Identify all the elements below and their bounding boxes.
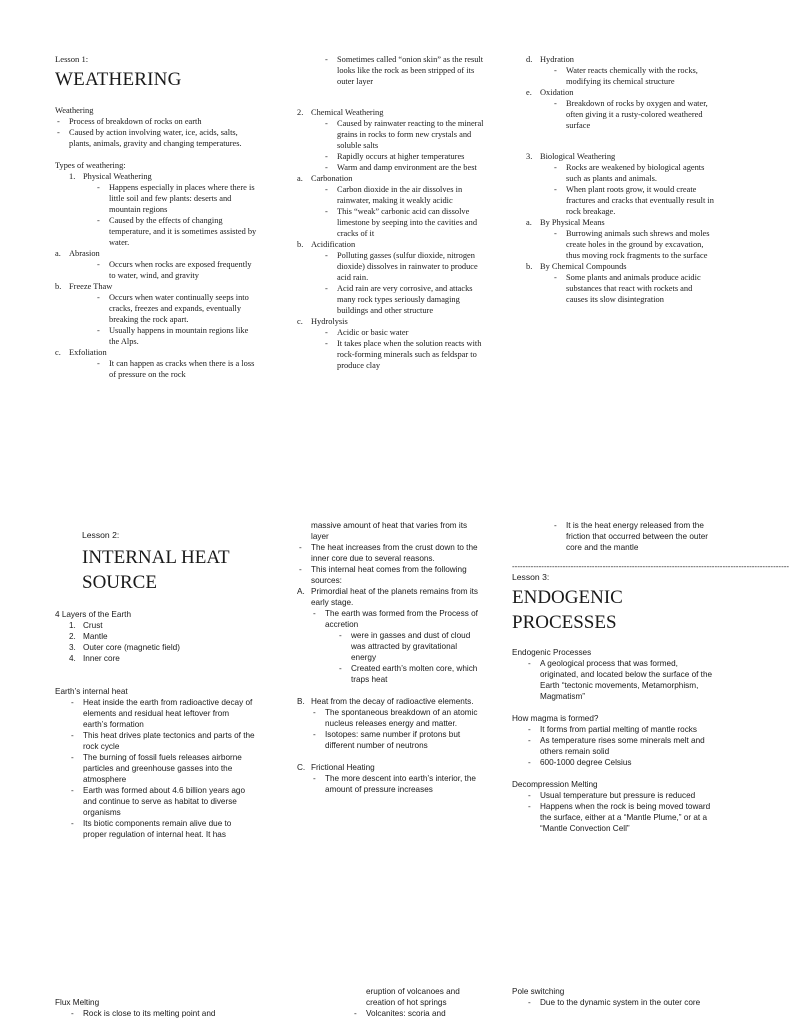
volcano-block — [352, 986, 492, 1019]
list-item: - A geological process that was formed, originated, and located below the surface of the Earth “tectonic movements, Metamorphism, Magmatism” — [526, 658, 717, 702]
list-item: - Usually happens in mountain regions like the Alps. — [95, 325, 260, 347]
freeze-thaw-list — [55, 292, 260, 347]
acidification-heading: b. Acidification — [297, 240, 356, 249]
pole-heading: Pole switching — [512, 987, 565, 996]
lesson3-column — [512, 520, 789, 834]
list-item: 4. Inner core — [69, 654, 120, 663]
list-item: 3. Outer core (magnetic field) — [69, 643, 180, 652]
list-item: - Volcanites: scoria and — [352, 1008, 492, 1019]
lesson1-column2 — [297, 54, 487, 371]
physical-weathering-heading: 1. Physical Weathering — [69, 172, 152, 181]
frictional-list — [297, 773, 482, 795]
types-heading: Types of weathering: — [55, 161, 126, 170]
physical-means-heading: a. By Physical Means — [526, 218, 605, 227]
chemical-compounds-list — [526, 272, 716, 305]
chemical-weathering-heading: 2. Chemical Weathering — [297, 108, 384, 117]
volcanites-list — [352, 1008, 492, 1019]
list-item: - Acid rain are very corrosive, and attacks many rock types seriously damaging buildings and other structure — [323, 283, 487, 316]
frictional-heading: C. Frictional Heating — [297, 763, 375, 772]
list-item: - Process of breakdown of rocks on earth — [55, 116, 260, 127]
list-item: - Caused by rainwater reacting to the mineral grains in rocks to form new crystals and soluble salts — [323, 118, 487, 151]
weathering-list — [55, 116, 260, 149]
list-item: 1. Crust — [69, 621, 103, 630]
list-item: - Water reacts chemically with the rocks, modifying its chemical structure — [552, 65, 716, 87]
exfoliation-list — [55, 358, 260, 380]
internal-heat-list — [55, 697, 255, 840]
list-item: - Happens when the rock is being moved toward the surface, either at a “Mantle Plume,” or at a “Mantle Convection Cell” — [526, 801, 717, 834]
oxidation-list — [526, 98, 716, 131]
list-item: - The earth was formed from the Process of accretion — [311, 608, 482, 630]
endogenic-list — [512, 658, 717, 702]
list-item: - This internal heat comes from the following sources: — [297, 564, 482, 586]
layers-list — [55, 620, 255, 664]
list-item: - It takes place when the solution reacts with rock-forming minerals such as feldspar to produce clay — [323, 338, 487, 371]
list-item: - The more descent into earth’s interior, the amount of pressure increases — [311, 773, 482, 795]
lesson3-label: Lesson 3: — [512, 572, 550, 582]
list-item: - 600-1000 degree Celsius — [526, 757, 717, 768]
oxidation-heading: e. Oxidation — [526, 88, 574, 97]
list-item: - It can happen as cracks when there is a loss of pressure on the rock — [95, 358, 260, 380]
lesson1-column1 — [55, 54, 260, 380]
lesson2-label: Lesson 2: — [82, 530, 120, 540]
list-item: - Its biotic components remain alive due to proper regulation of internal heat. It has — [69, 818, 255, 840]
hydration-heading: d. Hydration — [526, 55, 574, 64]
abrasion-heading: a. Abrasion — [55, 249, 100, 258]
flux-list — [55, 1008, 265, 1019]
list-item: - The heat increases from the crust down to the inner core due to several reasons. — [297, 542, 482, 564]
biological-list — [526, 162, 716, 217]
list-item: - When plant roots grow, it would create fractures and cracks that eventually result in rock breakage. — [552, 184, 716, 217]
primordial-list — [297, 608, 482, 630]
list-item: - Sometimes called “onion skin” as the result looks like the rock as been stripped of its outer layer — [323, 54, 487, 87]
list-item: - Breakdown of rocks by oxygen and water, often giving it a rusty-colored weathered surface — [552, 98, 716, 131]
list-item: - The burning of fossil fuels releases airborne particles and greenhouse gasses into the atmosphere — [69, 752, 255, 785]
carbonation-list — [297, 184, 487, 239]
pole-switching-block — [512, 986, 707, 1008]
list-item: - Warm and damp environment are the best — [323, 162, 487, 173]
pole-list — [512, 997, 707, 1008]
list-item: - This heat drives plate tectonics and parts of the rock cycle — [69, 730, 255, 752]
lesson2-title: INTERNAL HEAT SOURCE — [82, 547, 230, 593]
internal-heat-continuation: massive amount of heat that varies from its layer — [311, 521, 468, 541]
frictional-cont-list — [512, 520, 717, 553]
primordial-heading: A. Primordial heat of the planets remains from its early stage. — [297, 587, 479, 607]
list-item: - Acidic or basic water — [323, 327, 487, 338]
list-item: - Usual temperature but pressure is reduced — [526, 790, 717, 801]
list-item: - It forms from partial melting of mantle rocks — [526, 724, 717, 735]
lesson1-title: WEATHERING — [55, 69, 182, 90]
list-item: - Heat inside the earth from radioactive decay of elements and residual heat leftover from earth’s formation — [69, 697, 255, 730]
list-item: - Earth was formed about 4.6 billion years ago and continue to serve as habitat to diverse organisms — [69, 785, 255, 818]
primordial-sub-list — [297, 630, 482, 685]
list-item: - Caused by the effects of changing temperature, and it is sometimes assisted by water. — [95, 215, 260, 248]
chemical-compounds-heading: b. By Chemical Compounds — [526, 262, 627, 271]
list-item: - Burrowing animals such shrews and moles create holes in the ground by excavation, thus moving rock fragments to the surface — [552, 228, 716, 261]
list-item: - It is the heat energy released from the friction that occurred between the outer core and the mantle — [552, 520, 717, 553]
internal-heat-heading: Earth’s internal heat — [55, 687, 128, 696]
hydrolysis-list — [297, 327, 487, 371]
list-item: - Rapidly occurs at higher temperatures — [323, 151, 487, 162]
weathering-heading: Weathering — [55, 106, 94, 115]
list-item: - Caused by action involving water, ice, acids, salts, plants, animals, gravity and changing temperatures. — [55, 127, 260, 149]
acidification-list — [297, 250, 487, 316]
list-item: - Happens especially in places where there is little soil and few plants: deserts and mountain regions — [95, 182, 260, 215]
lesson1-label: Lesson 1: — [55, 54, 89, 64]
magma-list — [512, 724, 717, 768]
list-item: 2. Mantle — [69, 632, 108, 641]
exfoliation-heading: c. Exfoliation — [55, 348, 107, 357]
list-item: - Carbon dioxide in the air dissolves in rainwater, making it weakly acidic — [323, 184, 487, 206]
decompression-heading: Decompression Melting — [512, 780, 598, 789]
abrasion-list — [55, 259, 260, 281]
flux-heading: Flux Melting — [55, 998, 100, 1007]
list-item: - Created earth’s molten core, which traps heat — [337, 663, 482, 685]
physical-list — [69, 182, 260, 248]
list-item: - The spontaneous breakdown of an atomic nucleus releases energy and matter. — [311, 707, 482, 729]
lesson2-column2 — [297, 520, 482, 795]
freeze-thaw-heading: b. Freeze Thaw — [55, 282, 113, 291]
list-item: - This “weak” carbonic acid can dissolve limestone by seeping into the cavities and cracks of it — [323, 206, 487, 239]
layers-heading: 4 Layers of the Earth — [55, 610, 132, 619]
lesson2-column1 — [55, 530, 255, 840]
magma-heading: How magma is formed? — [512, 714, 599, 723]
flux-melting-block — [55, 997, 265, 1019]
hydrolysis-heading: c. Hydrolysis — [297, 317, 348, 326]
list-item: - Due to the dynamic system in the outer core — [526, 997, 707, 1008]
list-item: - Some plants and animals produce acidic substances that react with rockets and causes its slow disintegration — [552, 272, 716, 305]
volcano-line: eruption of volcanoes and — [366, 987, 460, 996]
list-item: - Occurs when rocks are exposed frequently to water, wind, and gravity — [95, 259, 260, 281]
endogenic-heading: Endogenic Processes — [512, 648, 592, 657]
list-item: - Isotopes: same number if protons but different number of neutrons — [311, 729, 482, 751]
decay-list — [297, 707, 482, 751]
decompression-list — [512, 790, 717, 834]
list-item: - As temperature rises some minerals melt and others remain solid — [526, 735, 717, 757]
section-divider: -------------------------------------------------------------------------------------------------------- — [512, 562, 789, 571]
exfoliation-cont-list — [297, 54, 487, 87]
decay-heading: B. Heat from the decay of radioactive elements. — [297, 697, 474, 706]
physical-means-list — [526, 228, 716, 261]
list-item: - were in gasses and dust of cloud was attracted by gravitational energy — [337, 630, 482, 663]
biological-weathering-heading: 3. Biological Weathering — [526, 152, 616, 161]
list-item: - Polluting gasses (sulfur dioxide, nitrogen dioxide) dissolves in rainwater to produce acid rain. — [323, 250, 487, 283]
chemical-list — [297, 118, 487, 173]
lesson1-column3 — [526, 54, 716, 305]
list-item: - Rock is close to its melting point and — [69, 1008, 265, 1019]
carbonation-heading: a. Carbonation — [297, 174, 353, 183]
hydration-list — [526, 65, 716, 87]
list-item: - Occurs when water continually seeps into cracks, freezes and expands, eventually breaking the rock apart. — [95, 292, 260, 325]
list-item: - Rocks are weakened by biological agents such as plants and animals. — [552, 162, 716, 184]
heat-sources-list — [297, 542, 482, 586]
lesson3-title: ENDOGENIC PROCESSES — [512, 587, 623, 633]
volcano-line: creation of hot springs — [366, 998, 447, 1007]
